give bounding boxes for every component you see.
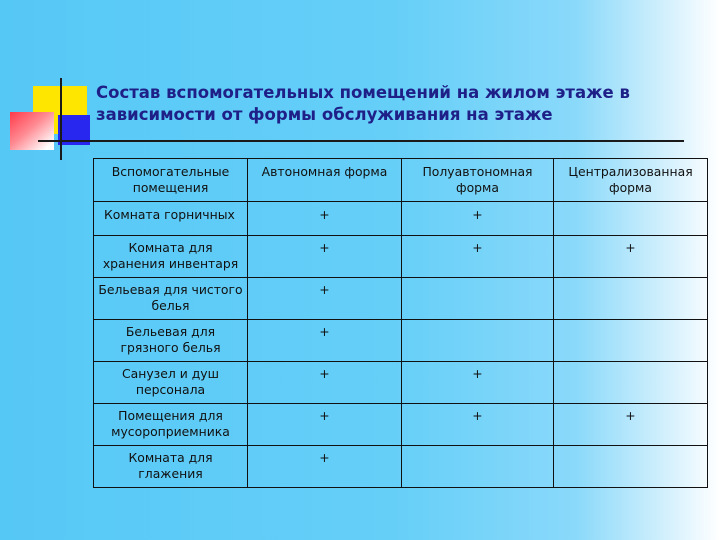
cell-semi-autonomous	[402, 320, 554, 362]
cell-centralized	[554, 278, 708, 320]
cell-autonomous: +	[248, 278, 402, 320]
slide-title: Состав вспомогательных помещений на жилом этаже в зависимости от формы обслуживания на этаже	[96, 83, 630, 124]
table-header-row	[94, 159, 708, 202]
cell-autonomous: +	[248, 446, 402, 488]
cell-autonomous: +	[248, 362, 402, 404]
cell-semi-autonomous: +	[402, 404, 554, 446]
cell-centralized	[554, 320, 708, 362]
cell-semi-autonomous	[402, 278, 554, 320]
cell-centralized	[554, 202, 708, 236]
table-row	[94, 278, 708, 320]
cell-centralized: +	[554, 236, 708, 278]
header-autonomous: Автономная форма	[248, 159, 402, 202]
header-semi-autonomous: Полуавтономная форма	[402, 159, 554, 202]
decor-red-square	[10, 112, 54, 150]
table-row	[94, 362, 708, 404]
table-row	[94, 320, 708, 362]
cell-semi-autonomous: +	[402, 362, 554, 404]
cell-semi-autonomous: +	[402, 202, 554, 236]
row-label: Комната для глажения	[94, 446, 248, 488]
row-label: Санузел и душ персонала	[94, 362, 248, 404]
header-centralized: Централизованная форма	[554, 159, 708, 202]
row-label: Бельевая для грязного белья	[94, 320, 248, 362]
row-label: Комната для хранения инвентаря	[94, 236, 248, 278]
cell-autonomous: +	[248, 320, 402, 362]
decor-horizontal-line	[38, 140, 684, 142]
row-label: Помещения для мусороприемника	[94, 404, 248, 446]
decor-vertical-line	[60, 78, 62, 160]
cell-centralized	[554, 446, 708, 488]
row-label: Бельевая для чистого белья	[94, 278, 248, 320]
cell-centralized	[554, 362, 708, 404]
rooms-table	[93, 158, 708, 488]
table-row	[94, 446, 708, 488]
cell-autonomous: +	[248, 236, 402, 278]
cell-semi-autonomous: +	[402, 236, 554, 278]
header-rooms: Вспомогательные помещения	[94, 159, 248, 202]
cell-centralized: +	[554, 404, 708, 446]
cell-semi-autonomous	[402, 446, 554, 488]
table-row	[94, 236, 708, 278]
cell-autonomous: +	[248, 202, 402, 236]
table-row	[94, 202, 708, 236]
cell-autonomous: +	[248, 404, 402, 446]
table-row	[94, 404, 708, 446]
row-label: Комната горничных	[94, 202, 248, 236]
